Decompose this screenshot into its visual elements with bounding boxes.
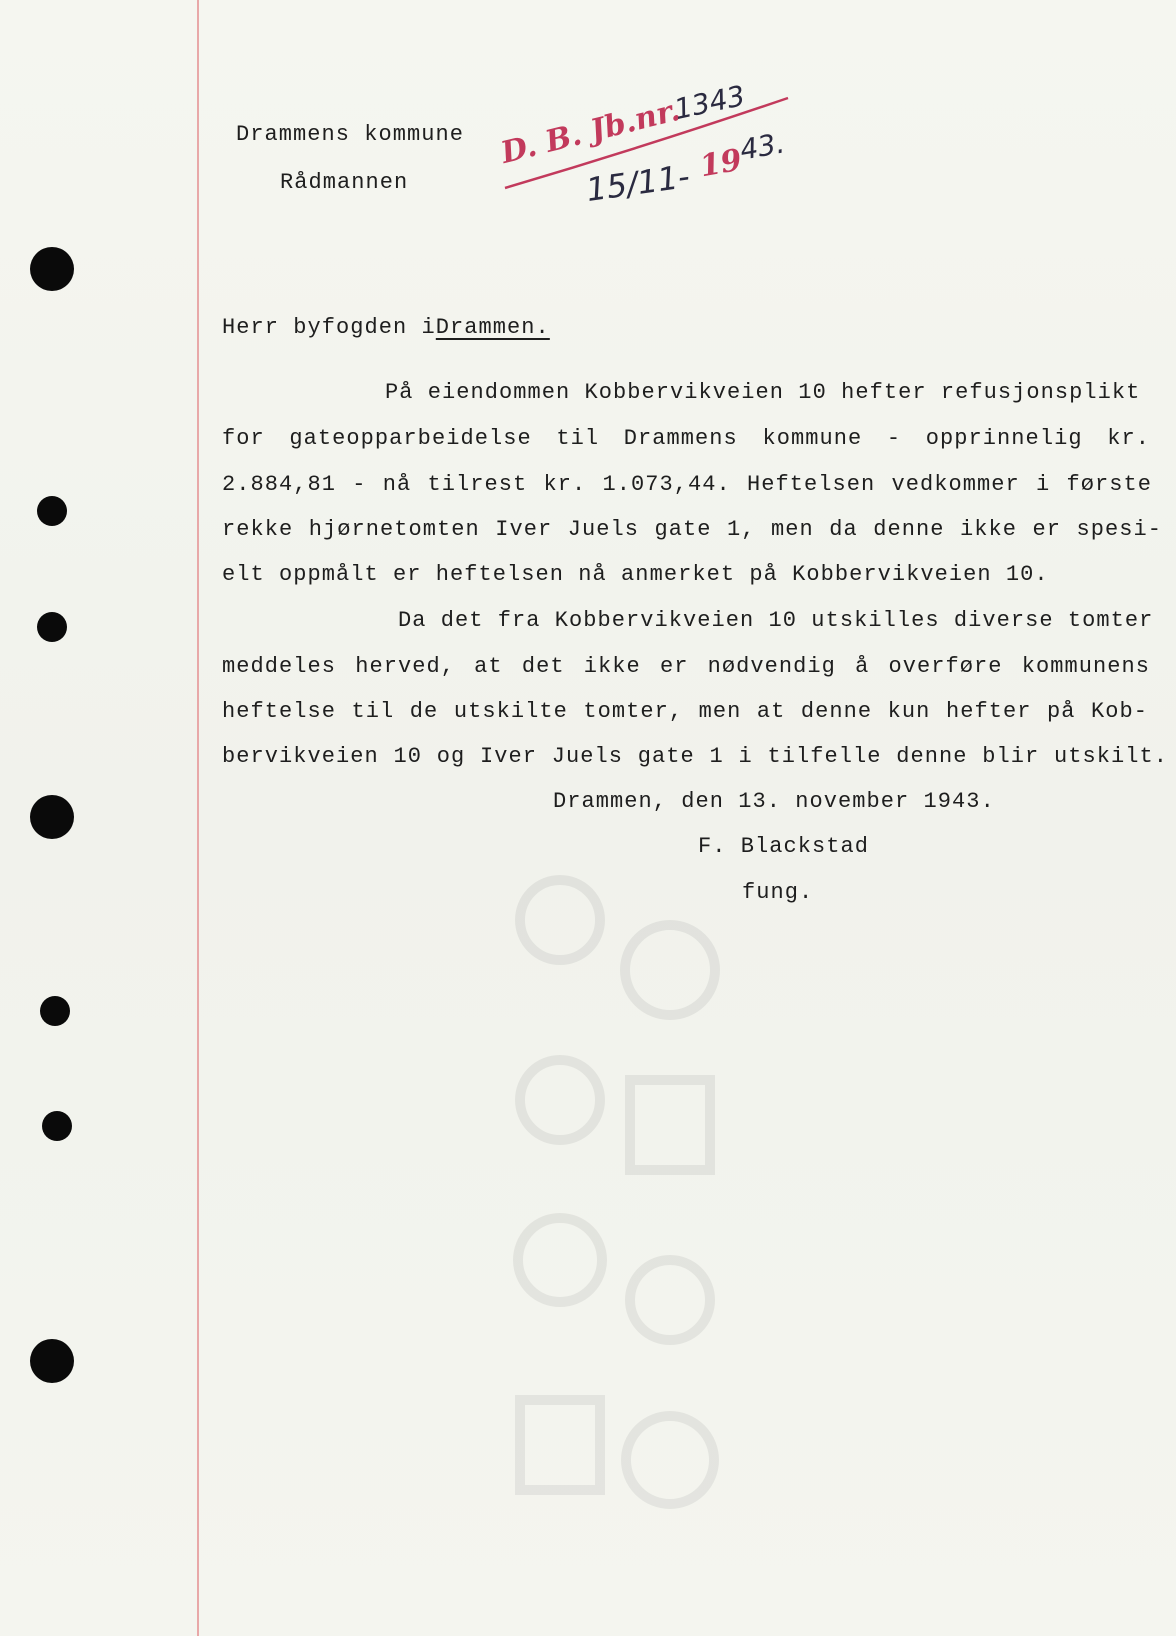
addressee-prefix: Herr byfogden i: [222, 315, 436, 340]
stamp-journal-number: 1343: [671, 78, 748, 127]
stamp-year-suffix: 43.: [737, 126, 788, 167]
closing-title: fung.: [742, 880, 814, 905]
paragraph1-line: På eiendommen Kobbervikveien 10 hefter refusjonsplikt: [385, 380, 1141, 405]
punch-hole: [30, 1339, 74, 1383]
paragraph1-line: 2.884,81 - nå tilrest kr. 1.073,44. Heftelsen vedkommer i første: [222, 472, 1152, 497]
paragraph1-line: for gateopparbeidelse til Drammens kommune - opprinnelig kr.: [222, 426, 1150, 451]
paragraph2-line: bervikveien 10 og Iver Juels gate 1 i tilfelle denne blir utskilt.: [222, 744, 1168, 769]
sender-office: Rådmannen: [280, 170, 409, 195]
bleed-through-watermark: [480, 840, 740, 1620]
punch-hole: [30, 795, 74, 839]
punch-hole: [30, 247, 74, 291]
stamp-handwritten-date: 15/11-: [583, 156, 692, 210]
punch-hole: [42, 1111, 72, 1141]
paragraph2-line: Da det fra Kobbervikveien 10 utskilles diverse tomter: [398, 608, 1154, 633]
addressee: [222, 314, 550, 342]
paragraph1-line: rekke hjørnetomten Iver Juels gate 1, men da denne ikke er spesi-: [222, 517, 1162, 542]
paragraph2-line: meddeles herved, at det ikke er nødvendig å overføre kommunens: [222, 654, 1150, 679]
addressee-place: Drammen.: [435, 315, 550, 340]
paragraph1-line: elt oppmålt er heftelsen nå anmerket på Kobbervikveien 10.: [222, 562, 1049, 587]
sender-organization: Drammens kommune: [236, 122, 465, 147]
closing-place-date: Drammen, den 13. november 1943.: [553, 789, 995, 814]
paragraph2-line: heftelse til de utskilte tomter, men at denne kun hefter på Kob-: [222, 699, 1148, 724]
punch-hole: [37, 496, 67, 526]
punch-hole: [40, 996, 70, 1026]
margin-rule: [197, 0, 199, 1636]
stamp-journal-prefix: D. B. Jb.nr.: [497, 92, 684, 171]
closing-signatory: F. Blackstad: [698, 834, 870, 859]
punch-hole: [37, 612, 67, 642]
registration-stamp: [497, 70, 800, 220]
stamp-year-prefix: 19: [697, 142, 745, 185]
